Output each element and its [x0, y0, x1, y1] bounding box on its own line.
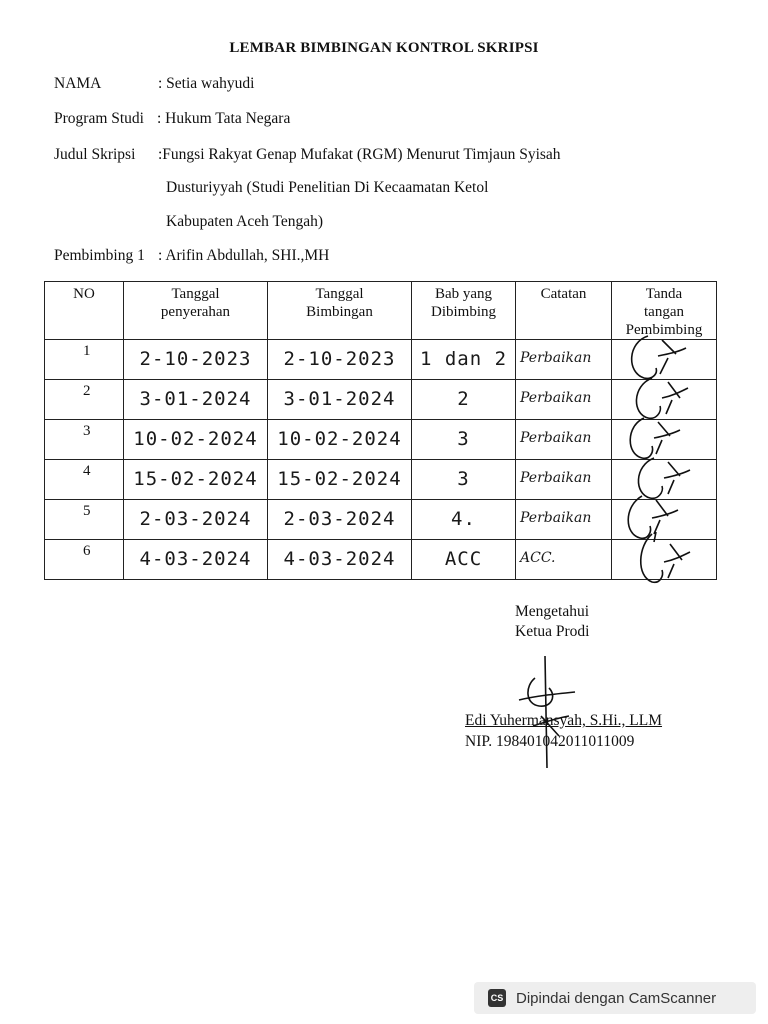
guidance-table [44, 281, 717, 580]
supervisor-value: : Arifin Abdullah, SHI.,MH [158, 247, 330, 264]
camscanner-watermark [474, 982, 756, 1014]
thesis-label: Judul Skripsi [54, 146, 136, 163]
note: Perbaikan [520, 390, 592, 406]
note: Perbaikan [520, 470, 592, 486]
guidance-date: 4-03-2024 [283, 548, 396, 570]
table-row [45, 540, 717, 580]
header-submit-date: Tanggal penyerahan [124, 282, 268, 340]
thesis-line-1: :Fungsi Rakyat Genap Mufakat (RGM) Menurut Timjaun Syisah [158, 146, 561, 163]
table-header-row [45, 282, 717, 340]
camscanner-logo-icon: CS [488, 989, 506, 1007]
approval-block [515, 602, 589, 642]
note: Perbaikan [520, 430, 592, 446]
head-name: Edi Yuhermansyah, S.Hi., LLM [465, 712, 663, 729]
row-no: 2 [45, 380, 124, 420]
chapter: 3 [457, 468, 470, 490]
chapter: 4. [451, 508, 476, 530]
document-title: LEMBAR BIMBINGAN KONTROL SKRIPSI [229, 40, 539, 56]
chapter: 3 [457, 428, 470, 450]
thesis-line-2: Dusturiyyah (Studi Penelitian Di Kecaamatan Ketol [166, 179, 489, 196]
submit-date: 3-01-2024 [139, 388, 252, 410]
header-notes: Catatan [516, 282, 612, 340]
row-no: 4 [45, 460, 124, 500]
guidance-date: 2-03-2024 [283, 508, 396, 530]
header-chapter: Bab yang Dibimbing [412, 282, 516, 340]
header-no: NO [45, 282, 124, 340]
submit-date: 15-02-2024 [133, 468, 258, 490]
watermark-text: Dipindai dengan CamScanner [516, 989, 717, 1007]
note: ACC. [520, 550, 556, 566]
table-row [45, 340, 717, 380]
guidance-date: 3-01-2024 [283, 388, 396, 410]
row-no: 1 [45, 340, 124, 380]
row-no: 3 [45, 420, 124, 460]
submit-date: 2-03-2024 [139, 508, 252, 530]
program-label: Program Studi [54, 110, 144, 127]
table-row [45, 500, 717, 540]
chapter: 1 dan 2 [419, 348, 508, 370]
name-value: : Setia wahyudi [158, 75, 255, 92]
submit-date: 2-10-2023 [139, 348, 252, 370]
header-signature: Tanda tangan Pembimbing [612, 282, 717, 340]
thesis-line-3: Kabupaten Aceh Tengah) [166, 213, 324, 230]
guidance-date: 2-10-2023 [283, 348, 396, 370]
chapter: ACC [444, 548, 483, 570]
guidance-date: 10-02-2024 [277, 428, 402, 450]
row-no: 6 [45, 540, 124, 580]
guidance-date: 15-02-2024 [277, 468, 402, 490]
submit-date: 4-03-2024 [139, 548, 252, 570]
chapter: 2 [457, 388, 470, 410]
table-row [45, 420, 717, 460]
table-row [45, 460, 717, 500]
name-label: NAMA [54, 75, 102, 92]
supervisor-signature-icon [618, 528, 698, 588]
supervisor-label: Pembimbing 1 [54, 247, 145, 264]
approval-label: Mengetahui [515, 603, 590, 620]
row-no: 5 [45, 500, 124, 540]
program-value: : Hukum Tata Negara [157, 110, 291, 127]
note: Perbaikan [520, 510, 592, 526]
signature-cell [612, 540, 717, 580]
head-nip: NIP. 198401042011011009 [465, 733, 635, 750]
table-row [45, 380, 717, 420]
submit-date: 10-02-2024 [133, 428, 258, 450]
note: Perbaikan [520, 350, 592, 366]
approval-role: Ketua Prodi [515, 623, 590, 640]
header-guidance-date: Tanggal Bimbingan [268, 282, 412, 340]
